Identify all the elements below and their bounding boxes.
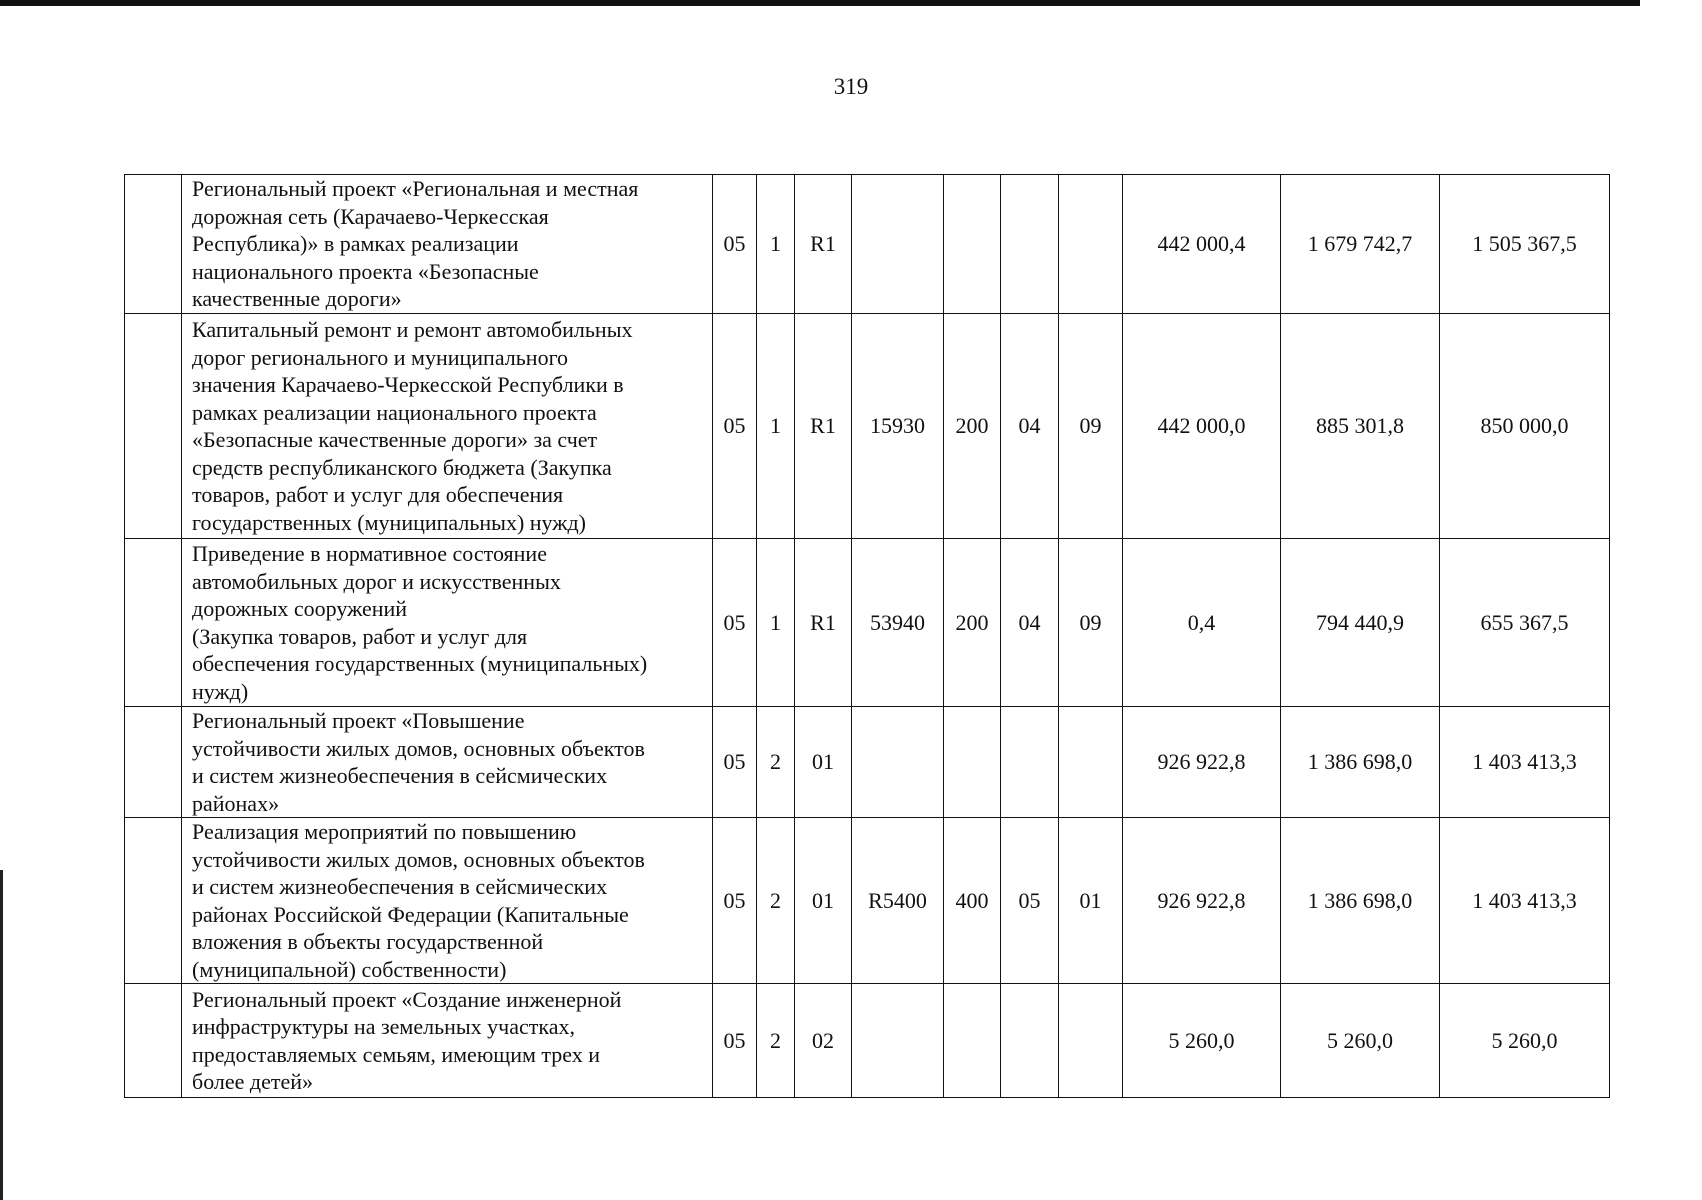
- section-cell: [1001, 175, 1059, 314]
- expense-type-cell: [944, 984, 1001, 1098]
- amount-year-1-cell: 5 260,0: [1123, 984, 1281, 1098]
- subsection-cell: [1059, 707, 1123, 818]
- subsection-cell: 09: [1059, 314, 1123, 539]
- amount-year-2-cell: 1 679 742,7: [1281, 175, 1440, 314]
- subsection-cell: [1059, 984, 1123, 1098]
- section-code-cell: 05: [713, 818, 757, 984]
- direction-code-cell: 53940: [852, 539, 944, 707]
- expense-type-cell: [944, 707, 1001, 818]
- top-border-rule: [0, 0, 1640, 6]
- expense-type-cell: 200: [944, 314, 1001, 539]
- amount-year-3-cell: 1 403 413,3: [1440, 818, 1610, 984]
- subprogram-code-cell: 1: [757, 314, 795, 539]
- subprogram-code-cell: 2: [757, 984, 795, 1098]
- section-code-cell: 05: [713, 707, 757, 818]
- project-code-cell: 01: [795, 818, 852, 984]
- section-cell: 04: [1001, 314, 1059, 539]
- amount-year-1-cell: 926 922,8: [1123, 818, 1281, 984]
- amount-year-1-cell: 926 922,8: [1123, 707, 1281, 818]
- direction-code-cell: [852, 707, 944, 818]
- expense-type-cell: 400: [944, 818, 1001, 984]
- left-margin-mark: [0, 870, 3, 1200]
- row-index-cell: [125, 707, 182, 818]
- row-index-cell: [125, 818, 182, 984]
- amount-year-2-cell: 1 386 698,0: [1281, 707, 1440, 818]
- table-row: [125, 707, 1610, 818]
- amount-year-3-cell: 1 505 367,5: [1440, 175, 1610, 314]
- table-body: [125, 175, 1610, 1098]
- amount-year-2-cell: 5 260,0: [1281, 984, 1440, 1098]
- budget-table: [124, 174, 1610, 1098]
- item-name-cell: Капитальный ремонт и ремонт автомобильных дорог регионального и муниципального значения Карачаево-Черкесской Республики в рамках реализации национального проекта «Безопасные качественные дороги» за счет средств республиканского бюджета (Закупка товаров, работ и услуг для обеспечения государственных (муниципальных) нужд): [182, 314, 713, 539]
- section-code-cell: 05: [713, 984, 757, 1098]
- section-cell: 05: [1001, 818, 1059, 984]
- expense-type-cell: 200: [944, 539, 1001, 707]
- section-cell: [1001, 984, 1059, 1098]
- direction-code-cell: 15930: [852, 314, 944, 539]
- subprogram-code-cell: 1: [757, 175, 795, 314]
- amount-year-1-cell: 442 000,4: [1123, 175, 1281, 314]
- expense-type-cell: [944, 175, 1001, 314]
- section-cell: 04: [1001, 539, 1059, 707]
- project-code-cell: 01: [795, 707, 852, 818]
- row-index-cell: [125, 314, 182, 539]
- amount-year-2-cell: 1 386 698,0: [1281, 818, 1440, 984]
- project-code-cell: R1: [795, 539, 852, 707]
- section-code-cell: 05: [713, 314, 757, 539]
- amount-year-2-cell: 794 440,9: [1281, 539, 1440, 707]
- project-code-cell: R1: [795, 314, 852, 539]
- project-code-cell: 02: [795, 984, 852, 1098]
- section-cell: [1001, 707, 1059, 818]
- item-name-cell: Региональный проект «Создание инженерной инфраструктуры на земельных участках, предоставляемых семьям, имеющим трех и более детей»: [182, 984, 713, 1098]
- row-index-cell: [125, 539, 182, 707]
- item-name-cell: Региональный проект «Повышение устойчивости жилых домов, основных объектов и систем жизнеобеспечения в сейсмических районах»: [182, 707, 713, 818]
- section-code-cell: 05: [713, 175, 757, 314]
- direction-code-cell: [852, 175, 944, 314]
- item-name-cell: Реализация мероприятий по повышению устойчивости жилых домов, основных объектов и систем жизнеобеспечения в сейсмических районах Российской Федерации (Капитальные вложения в объекты государственной (муниципальной) собственности): [182, 818, 713, 984]
- item-name-cell: Региональный проект «Региональная и местная дорожная сеть (Карачаево-Черкесская Республика)» в рамках реализации национального проекта «Безопасные качественные дороги»: [182, 175, 713, 314]
- amount-year-1-cell: 0,4: [1123, 539, 1281, 707]
- page-number: 319: [833, 74, 869, 99]
- subsection-cell: 09: [1059, 539, 1123, 707]
- row-index-cell: [125, 984, 182, 1098]
- table-row: [125, 175, 1610, 314]
- amount-year-3-cell: 655 367,5: [1440, 539, 1610, 707]
- project-code-cell: R1: [795, 175, 852, 314]
- table-row: [125, 984, 1610, 1098]
- amount-year-3-cell: 5 260,0: [1440, 984, 1610, 1098]
- amount-year-2-cell: 885 301,8: [1281, 314, 1440, 539]
- subprogram-code-cell: 1: [757, 539, 795, 707]
- subsection-cell: 01: [1059, 818, 1123, 984]
- amount-year-3-cell: 1 403 413,3: [1440, 707, 1610, 818]
- subprogram-code-cell: 2: [757, 707, 795, 818]
- amount-year-3-cell: 850 000,0: [1440, 314, 1610, 539]
- section-code-cell: 05: [713, 539, 757, 707]
- table-row: [125, 539, 1610, 707]
- table-row: [125, 314, 1610, 539]
- subsection-cell: [1059, 175, 1123, 314]
- subprogram-code-cell: 2: [757, 818, 795, 984]
- row-index-cell: [125, 175, 182, 314]
- direction-code-cell: [852, 984, 944, 1098]
- amount-year-1-cell: 442 000,0: [1123, 314, 1281, 539]
- table-row: [125, 818, 1610, 984]
- direction-code-cell: R5400: [852, 818, 944, 984]
- item-name-cell: Приведение в нормативное состояние автомобильных дорог и искусственных дорожных сооружений (Закупка товаров, работ и услуг для обеспечения государственных (муниципальных) нужд): [182, 539, 713, 707]
